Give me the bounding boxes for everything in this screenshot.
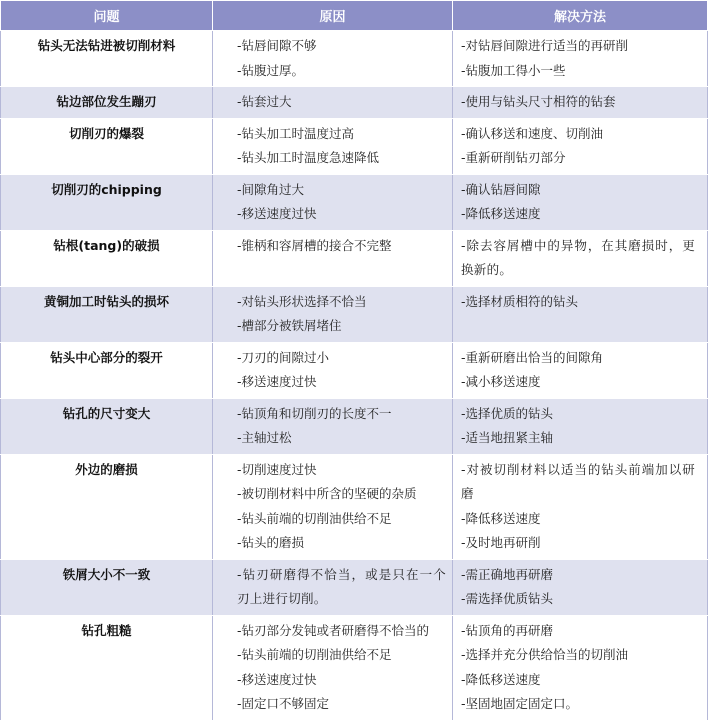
table-row xyxy=(1,118,708,174)
method-cell xyxy=(453,398,708,454)
problem-cell: 钻孔粗糙 xyxy=(1,615,213,720)
method-item: -选择并充分供给恰当的切削油 xyxy=(461,647,629,662)
method-cell xyxy=(453,342,708,398)
method-cell xyxy=(453,286,708,342)
method-item: -对被切削材料以适当的钻头前端加以研磨 xyxy=(461,461,695,501)
method-item: -坚固地固定固定口。 xyxy=(461,696,579,711)
cause-item: -移送速度过快 xyxy=(237,374,317,389)
header-problem: 问题 xyxy=(1,1,213,31)
cause-cell xyxy=(213,398,453,454)
table-row xyxy=(1,230,708,286)
cause-item: -钻唇间隙不够 xyxy=(237,38,317,53)
problem-cell: 钻孔的尺寸变大 xyxy=(1,398,213,454)
cause-cell xyxy=(213,454,453,559)
method-cell xyxy=(453,31,708,87)
method-item: -选择优质的钻头 xyxy=(461,405,554,421)
table-row xyxy=(1,398,708,454)
table-row xyxy=(1,87,708,119)
cause-item: -钻头加工时温度急速降低 xyxy=(237,150,380,165)
method-item: -重新研磨出恰当的间隙角 xyxy=(461,349,604,365)
cause-item: -移送速度过快 xyxy=(237,206,317,221)
cause-item: -钻腹过厚。 xyxy=(237,62,305,78)
problem-cell: 钻根(tang)的破损 xyxy=(1,230,213,286)
cause-cell xyxy=(213,286,453,342)
cause-item: -槽部分被铁屑堵住 xyxy=(237,318,342,333)
cause-item: -钻头的磨损 xyxy=(237,535,305,550)
cause-item: -对钻头形状选择不恰当 xyxy=(237,293,367,309)
method-item: -确认钻唇间隙 xyxy=(461,181,541,197)
cause-cell xyxy=(213,559,453,615)
method-item: -降低移送速度 xyxy=(461,206,541,221)
cause-item: -切削速度过快 xyxy=(237,461,317,477)
method-item: -确认移送和速度、切削油 xyxy=(461,125,604,141)
cause-item: -钻顶角和切削刃的长度不一 xyxy=(237,405,392,421)
method-cell xyxy=(453,615,708,720)
table-row xyxy=(1,615,708,720)
method-item: -降低移送速度 xyxy=(461,510,541,526)
header-cause: 原因 xyxy=(213,1,453,31)
method-cell xyxy=(453,230,708,286)
cause-item: -钻头前端的切削油供给不足 xyxy=(237,647,392,662)
table-row xyxy=(1,31,708,87)
problem-cell: 黄铜加工时钻头的损坏 xyxy=(1,286,213,342)
method-item: -减小移送速度 xyxy=(461,374,541,389)
cause-item: -钻头前端的切削油供给不足 xyxy=(237,510,392,526)
method-item: -钻腹加工得小一些 xyxy=(461,62,566,78)
method-item: -适当地扭紧主轴 xyxy=(461,430,554,445)
problem-cell: 钻边部位发生蹦刃 xyxy=(1,87,213,119)
method-item: -对钻唇间隙进行适当的再研削 xyxy=(461,38,629,53)
cause-item: -钻头加工时温度过高 xyxy=(237,125,355,141)
cause-cell xyxy=(213,87,453,119)
cause-item: -移送速度过快 xyxy=(237,671,317,687)
table-row xyxy=(1,454,708,559)
method-item: -需选择优质钻头 xyxy=(461,591,554,606)
table-row xyxy=(1,559,708,615)
method-cell xyxy=(453,87,708,119)
problem-cell: 钻头无法钻进被切削材料 xyxy=(1,31,213,87)
cause-cell xyxy=(213,31,453,87)
cause-item: -间隙角过大 xyxy=(237,181,305,197)
problem-cell: 切削刃的爆裂 xyxy=(1,118,213,174)
cause-item: -锥柄和容屑槽的接合不完整 xyxy=(237,237,392,253)
method-item: -及时地再研削 xyxy=(461,535,541,550)
problem-cell: 钻头中心部分的裂开 xyxy=(1,342,213,398)
problem-cell: 外边的磨损 xyxy=(1,454,213,559)
method-item: -选择材质相符的钻头 xyxy=(461,293,579,309)
cause-cell xyxy=(213,118,453,174)
problem-cell: 切削刃的chipping xyxy=(1,174,213,230)
method-cell xyxy=(453,559,708,615)
cause-cell xyxy=(213,230,453,286)
method-item: -降低移送速度 xyxy=(461,671,541,687)
cause-cell xyxy=(213,174,453,230)
header-method: 解决方法 xyxy=(453,1,708,31)
cause-item: -刀刃的间隙过小 xyxy=(237,349,330,365)
method-item: -钻顶角的再研磨 xyxy=(461,622,554,638)
method-item: -除去容屑槽中的异物，在其磨损时，更换新的。 xyxy=(461,237,695,277)
problem-cell: 铁屑大小不一致 xyxy=(1,559,213,615)
cause-cell xyxy=(213,342,453,398)
method-item: -使用与钻头尺寸相符的钻套 xyxy=(461,94,616,109)
table-row xyxy=(1,174,708,230)
method-item: -重新研削钻刃部分 xyxy=(461,150,566,165)
cause-item: -被切削材料中所含的坚硬的杂质 xyxy=(237,486,417,501)
method-cell xyxy=(453,118,708,174)
method-cell xyxy=(453,174,708,230)
cause-item: -钻刃研磨得不恰当，或是只在一个刃上进行切削。 xyxy=(237,566,446,606)
table-row xyxy=(1,342,708,398)
cause-item: -钻套过大 xyxy=(237,94,292,109)
method-item: -需正确地再研磨 xyxy=(461,566,554,582)
header-row xyxy=(1,1,708,31)
cause-item: -钻刃部分发钝或者研磨得不恰当的 xyxy=(237,622,430,638)
cause-item: -主轴过松 xyxy=(237,430,292,445)
table-row xyxy=(1,286,708,342)
cause-item: -固定口不够固定 xyxy=(237,696,330,711)
cause-cell xyxy=(213,615,453,720)
method-cell xyxy=(453,454,708,559)
